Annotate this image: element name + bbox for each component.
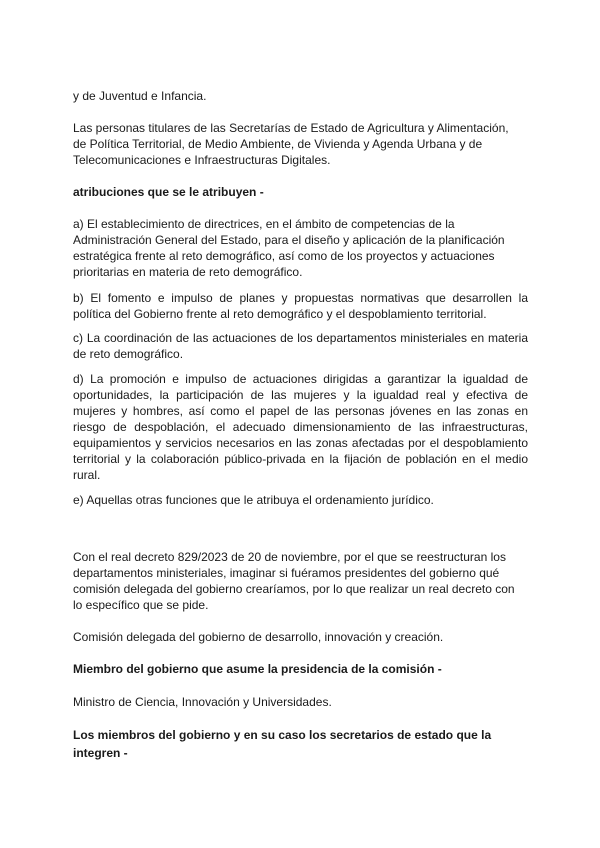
paragraph-juventud: [73, 88, 528, 104]
text-line: Las personas titulares de las Secretarías de Estado de Agricultura y Alimentación,: [73, 121, 509, 135]
heading-atribuciones: [73, 184, 528, 200]
heading-text: atribuciones que se le atribuyen -: [73, 185, 264, 199]
item-c: [73, 330, 528, 362]
text-line: comisión delegada del gobierno crearíamos, por lo que realizar un real decreto con: [73, 582, 515, 596]
heading-text: Miembro del gobierno que asume la presidencia de la comisión -: [73, 662, 442, 676]
paragraph-real-decreto: [73, 549, 528, 613]
heading-miembros: [73, 726, 528, 762]
heading-text: Los miembros del gobierno y en su caso los secretarios de estado que la: [73, 728, 492, 742]
text-line: Administración General del Estado, para el diseño y aplicación de la planificación: [73, 233, 505, 247]
paragraph-secretarias: [73, 120, 528, 168]
paragraph-comision: [73, 629, 528, 645]
text-line: oportunidades, la participación de las mujeres y la igualdad real y efectiva de: [73, 388, 528, 402]
text-line: d) La promoción e impulso de actuaciones dirigidas a garantizar la igualdad de: [73, 372, 528, 386]
item-e: [73, 492, 528, 508]
heading-presidencia: [73, 661, 528, 677]
item-b: [73, 290, 528, 322]
heading-text: integren -: [73, 746, 128, 760]
text-line: prioritarias en materia de reto demográfico.: [73, 265, 303, 279]
text-line: rural.: [73, 468, 101, 482]
text-line: departamentos ministeriales, imaginar si fuéramos presidentes del gobierno qué: [73, 566, 500, 580]
paragraph-ministro: [73, 694, 528, 710]
text-line: e) Aquellas otras funciones que le atribuya el ordenamiento jurídico.: [73, 493, 434, 507]
text-line: equipamientos y servicios necesarios en las zonas afectadas por el despoblamiento: [73, 436, 528, 450]
text-line: Telecomunicaciones e Infraestructuras Digitales.: [73, 153, 331, 167]
item-d: [73, 371, 528, 483]
text-line: de Política Territorial, de Medio Ambiente, de Vivienda y Agenda Urbana y de: [73, 137, 483, 151]
text-line: territorial y la colaboración público-privada en la fijación de población en el medio: [73, 452, 528, 466]
text-line: Comisión delegada del gobierno de desarrollo, innovación y creación.: [73, 630, 444, 644]
text-line: de reto demográfico.: [73, 347, 184, 361]
text-line: política del Gobierno frente al reto demográfico y el despoblamiento territorial.: [73, 307, 487, 321]
text-line: b) El fomento e impulso de planes y propuestas normativas que desarrollen la: [73, 291, 528, 305]
text-line: a) El establecimiento de directrices, en el ámbito de competencias de la: [73, 217, 455, 231]
text-line: Ministro de Ciencia, Innovación y Universidades.: [73, 695, 332, 709]
text-line: lo específico que se pide.: [73, 598, 209, 612]
text-line: Con el real decreto 829/2023 de 20 de noviembre, por el que se reestructuran los: [73, 550, 506, 564]
text-line: riesgo de despoblación, el adecuado dimensionamiento de las infraestructuras,: [73, 420, 528, 434]
text-line: y de Juventud e Infancia.: [73, 89, 207, 103]
item-a: [73, 216, 528, 280]
text-line: mujeres y hombres, así como el papel de las personas jóvenes en las zonas en: [73, 404, 528, 418]
text-line: estratégica frente al reto demográfico, así como de los proyectos y actuaciones: [73, 249, 495, 263]
text-line: c) La coordinación de las actuaciones de los departamentos ministeriales en materia: [73, 331, 528, 345]
